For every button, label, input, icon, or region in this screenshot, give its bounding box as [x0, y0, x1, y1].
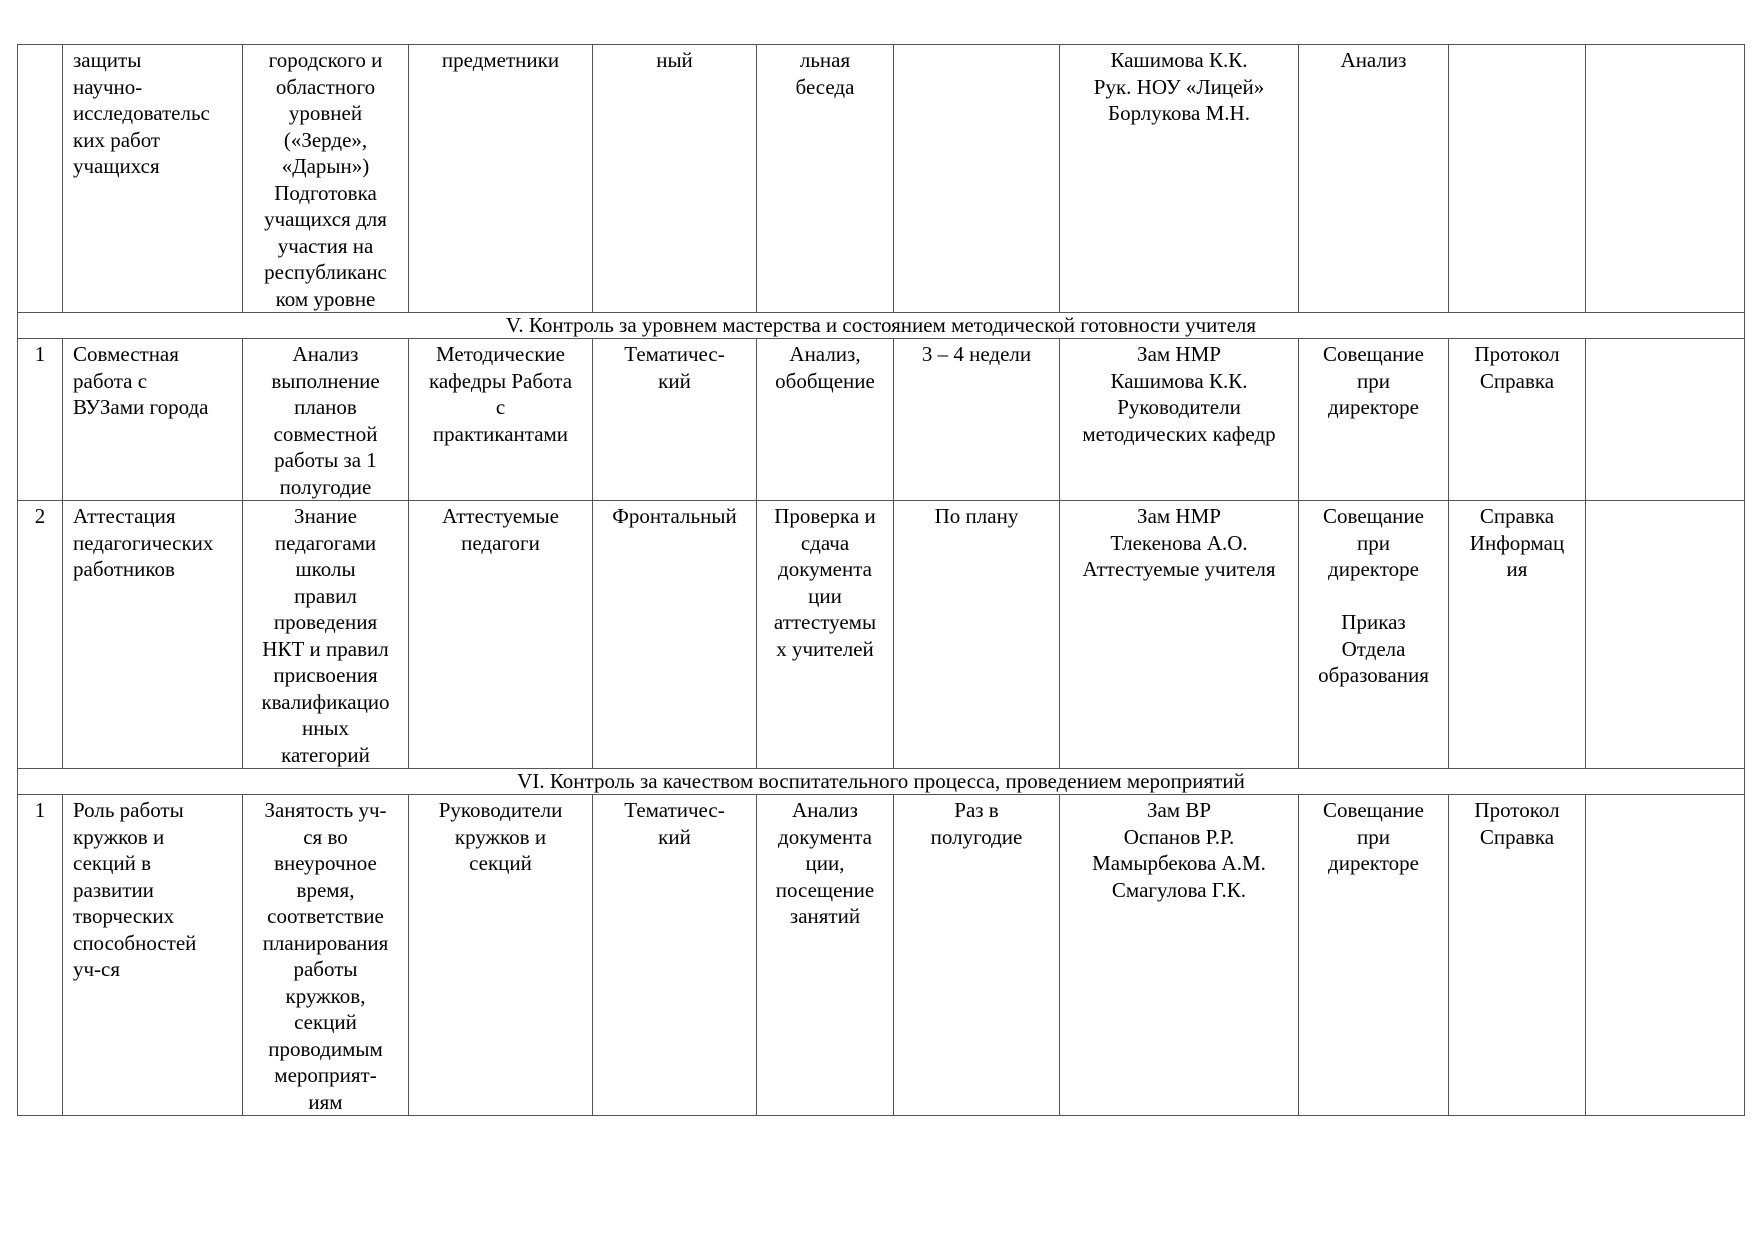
cell-purpose: Знание педагогами школы правил проведения НКТ и правил присвоения квалификацио нных категорий [243, 501, 409, 769]
cell-number: 1 [18, 339, 63, 501]
cell-method: Проверка и сдача документа ции аттестуемы х учителей [757, 501, 894, 769]
cell-term [894, 45, 1060, 313]
cell-note [1586, 501, 1745, 769]
cell-term: По плану [894, 501, 1060, 769]
cell-result [1449, 45, 1586, 313]
cell-review-place: Анализ [1299, 45, 1449, 313]
cell-object: защиты научно- исследовательс ких работ учащихся [63, 45, 243, 313]
cell-result: Протокол Справка [1449, 795, 1586, 1116]
table-row [18, 339, 1745, 501]
cell-type: Тематичес- кий [593, 339, 757, 501]
control-plan-table [17, 44, 1745, 1116]
cell-participants: предметники [409, 45, 593, 313]
table-row [18, 45, 1745, 313]
cell-participants: Методические кафедры Работа с практикантами [409, 339, 593, 501]
section-header-row [18, 313, 1745, 339]
cell-purpose: Занятость уч- ся во внеурочное время, соответствие планирования работы кружков, секций проводимым мероприят- иям [243, 795, 409, 1116]
section-header-row [18, 769, 1745, 795]
cell-object: Совместная работа с ВУЗами города [63, 339, 243, 501]
cell-result: Протокол Справка [1449, 339, 1586, 501]
cell-note [1586, 339, 1745, 501]
cell-method: льная беседа [757, 45, 894, 313]
cell-participants: Аттестуемые педагоги [409, 501, 593, 769]
cell-type: Фронтальный [593, 501, 757, 769]
section-title: V. Контроль за уровнем мастерства и состоянием методической готовности учителя [18, 313, 1745, 339]
cell-responsible: Зам ВР Оспанов Р.Р. Мамырбекова А.М. Смагулова Г.К. [1060, 795, 1299, 1116]
cell-term: Раз в полугодие [894, 795, 1060, 1116]
cell-note [1586, 795, 1745, 1116]
cell-review-place: Совещание при директоре Приказ Отдела образования [1299, 501, 1449, 769]
cell-responsible: Кашимова К.К. Рук. НОУ «Лицей» Борлукова М.Н. [1060, 45, 1299, 313]
cell-purpose: Анализ выполнение планов совместной работы за 1 полугодие [243, 339, 409, 501]
cell-review-place: Совещание при директоре [1299, 339, 1449, 501]
cell-term: 3 – 4 недели [894, 339, 1060, 501]
cell-number: 1 [18, 795, 63, 1116]
cell-type: ный [593, 45, 757, 313]
cell-method: Анализ документа ции, посещение занятий [757, 795, 894, 1116]
cell-method: Анализ, обобщение [757, 339, 894, 501]
section-title: VI. Контроль за качеством воспитательного процесса, проведением мероприятий [18, 769, 1745, 795]
cell-purpose: городского и областного уровней («Зерде», «Дарын») Подготовка учащихся для участия на республиканс ком уровне [243, 45, 409, 313]
cell-responsible: Зам НМР Кашимова К.К. Руководители методических кафедр [1060, 339, 1299, 501]
table-row [18, 501, 1745, 769]
cell-note [1586, 45, 1745, 313]
cell-object: Аттестация педагогических работников [63, 501, 243, 769]
cell-participants: Руководители кружков и секций [409, 795, 593, 1116]
cell-number [18, 45, 63, 313]
cell-responsible: Зам НМР Тлекенова А.О. Аттестуемые учителя [1060, 501, 1299, 769]
cell-type: Тематичес- кий [593, 795, 757, 1116]
table-row [18, 795, 1745, 1116]
cell-number: 2 [18, 501, 63, 769]
cell-result: Справка Информац ия [1449, 501, 1586, 769]
cell-review-place: Совещание при директоре [1299, 795, 1449, 1116]
cell-object: Роль работы кружков и секций в развитии творческих способностей уч-ся [63, 795, 243, 1116]
